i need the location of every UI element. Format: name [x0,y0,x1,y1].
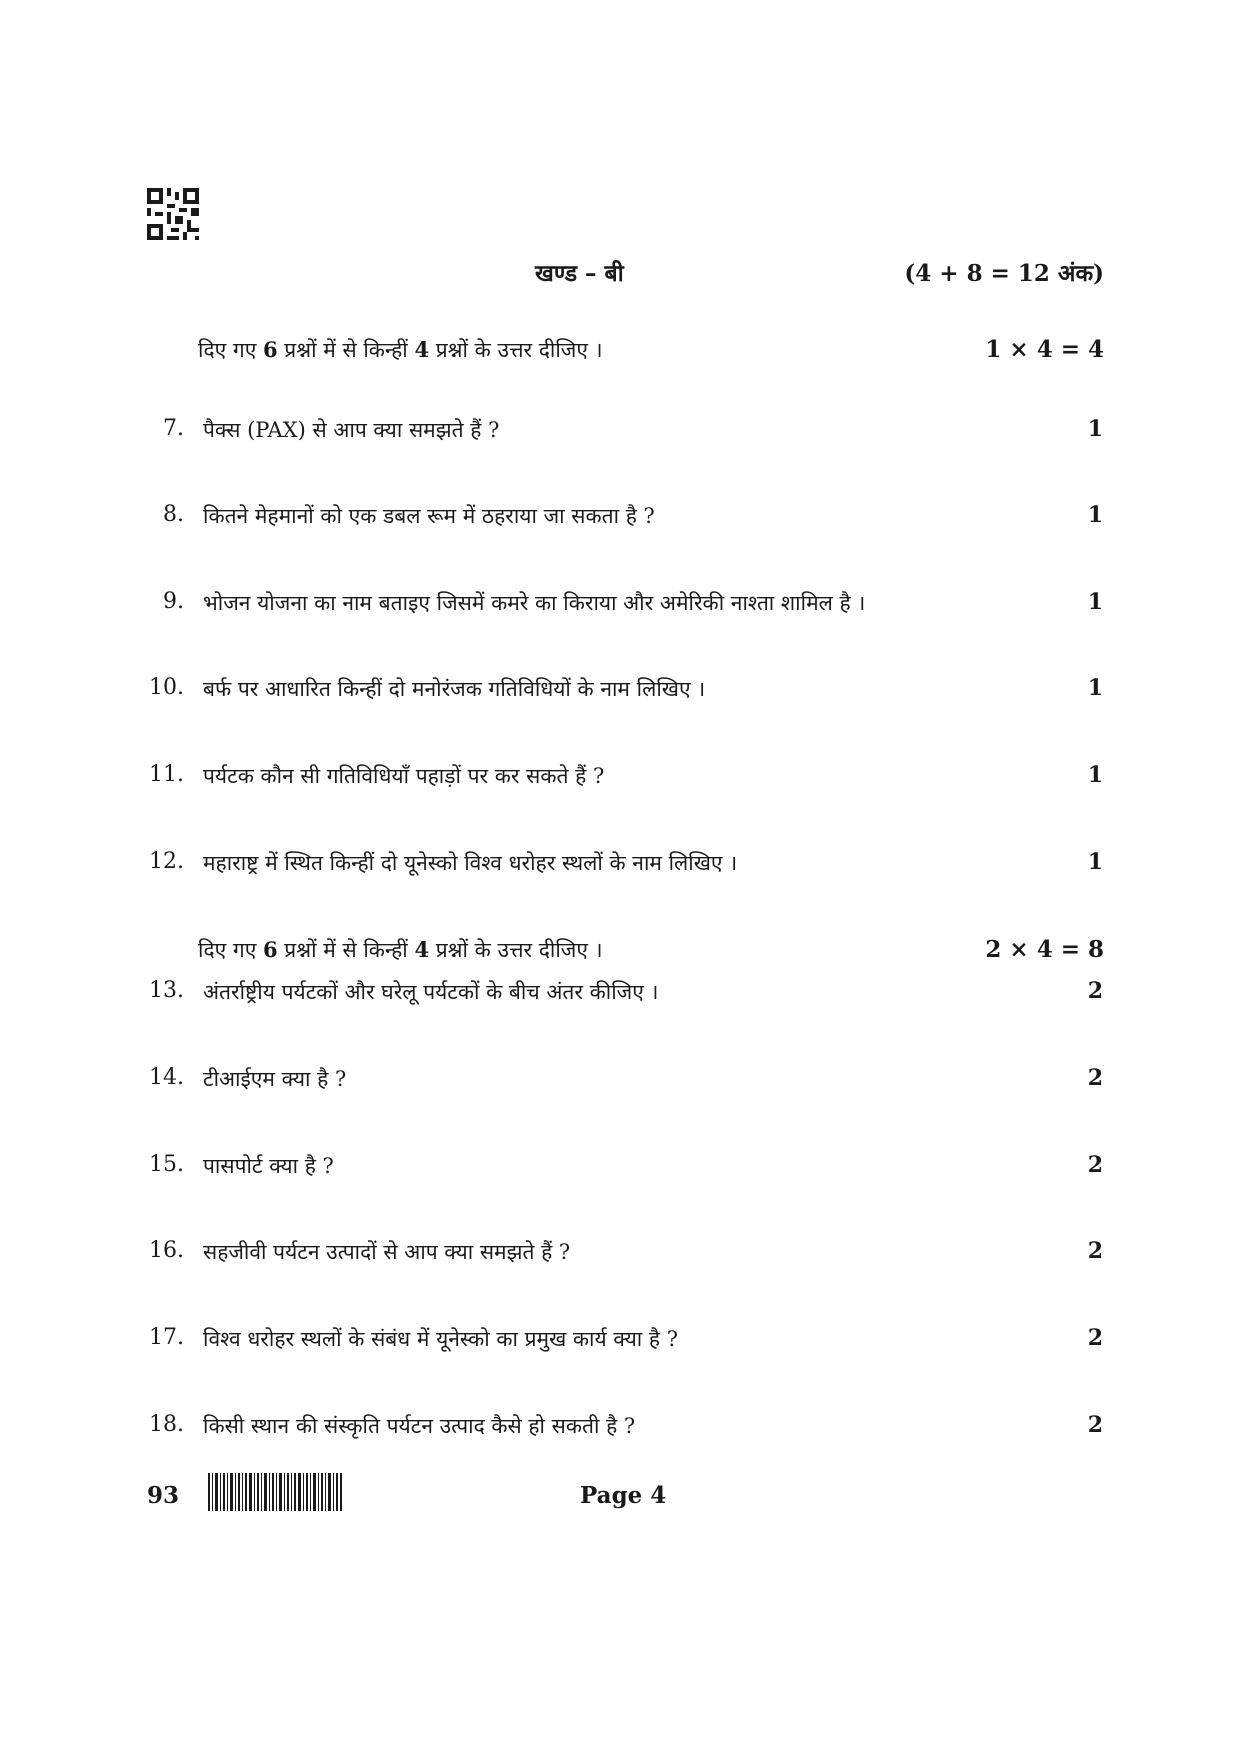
question-number: 12. [149,849,184,874]
question-text: विश्व धरोहर स्थलों के संबंध में यूनेस्को का प्रमुख कार्य क्या है ? [203,1327,678,1351]
question-text: किसी स्थान की संस्कृति पर्यटन उत्पाद कैसे हो सकती है ? [203,1414,636,1438]
question-number: 15. [149,1152,184,1177]
question-marks: 2 [1087,1325,1103,1351]
page-number: Page 4 [580,1482,667,1509]
barcode-icon [208,1473,343,1511]
question-marks: 1 [1087,675,1103,701]
question-text: टीआईएम क्या है ? [203,1067,347,1091]
question-number: 18. [149,1412,184,1437]
question-text: पासपोर्ट क्या है ? [203,1154,334,1178]
question-text: महाराष्ट्र में स्थित किन्हीं दो यूनेस्को विश्व धरोहर स्थलों के नाम लिखिए । [203,851,738,875]
question-number: 16. [149,1238,184,1263]
question-marks: 1 [1087,762,1103,788]
question-number: 14. [149,1065,184,1090]
question-number: 7. [163,416,184,441]
question-marks: 2 [1087,1238,1103,1264]
part1-marks: 1 × 4 = 4 [985,336,1104,363]
question-number: 8. [163,502,184,527]
question-number: 10. [149,675,184,700]
section-marks: (4 + 8 = 12 अंक) [904,260,1104,287]
part2-instruction: दिए गए 6 प्रश्नों में से किन्हीं 4 प्रश्नों के उत्तर दीजिए । [198,937,603,962]
part2-marks: 2 × 4 = 8 [985,936,1104,963]
question-text: अंतर्राष्ट्रीय पर्यटकों और घरेलू पर्यटकों के बीच अंतर कीजिए । [203,980,659,1004]
question-text: बर्फ पर आधारित किन्हीं दो मनोरंजक गतिविधियों के नाम लिखिए । [203,677,706,701]
question-marks: 1 [1087,849,1103,875]
question-number: 11. [149,762,184,787]
section-title: खण्ड – बी [535,260,624,287]
question-marks: 2 [1087,1065,1103,1091]
qr-code-icon [147,188,199,240]
question-number: 13. [149,978,184,1003]
question-text: पैक्स (PAX) से आप क्या समझते हैं ? [203,418,500,442]
question-text: भोजन योजना का नाम बताइए जिसमें कमरे का किराया और अमेरिकी नाश्ता शामिल है । [203,591,866,615]
paper-code: 93 [147,1482,180,1509]
question-number: 9. [163,589,184,614]
question-marks: 1 [1087,502,1103,528]
question-text: सहजीवी पर्यटन उत्पादों से आप क्या समझते हैं ? [203,1240,571,1264]
question-number: 17. [149,1325,184,1350]
question-marks: 2 [1087,1412,1103,1438]
question-marks: 1 [1087,416,1103,442]
question-marks: 1 [1087,589,1103,615]
question-text: कितने मेहमानों को एक डबल रूम में ठहराया जा सकता है ? [203,504,655,528]
part1-instruction: दिए गए 6 प्रश्नों में से किन्हीं 4 प्रश्नों के उत्तर दीजिए । [198,337,603,362]
question-marks: 2 [1087,978,1103,1004]
question-marks: 2 [1087,1152,1103,1178]
question-text: पर्यटक कौन सी गतिविधियाँ पहाड़ों पर कर सकते हैं ? [203,764,605,788]
